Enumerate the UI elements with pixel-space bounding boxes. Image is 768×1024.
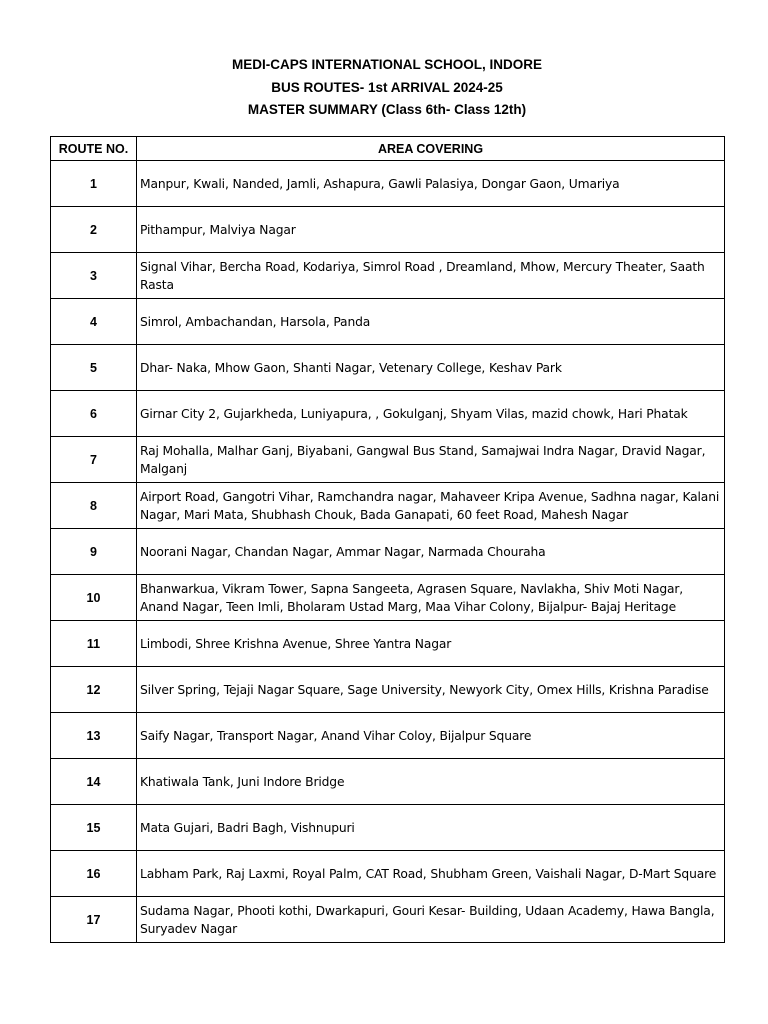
route-number: 17: [51, 897, 137, 943]
route-number: 13: [51, 713, 137, 759]
route-number: 6: [51, 391, 137, 437]
route-number: 2: [51, 207, 137, 253]
bus-routes-table: [50, 136, 725, 943]
route-number: 8: [51, 483, 137, 529]
column-header-area-covering: AREA COVERING: [137, 137, 725, 161]
route-area-covering: Simrol, Ambachandan, Harsola, Panda: [137, 299, 725, 345]
table-header-row: [51, 137, 725, 161]
table-row: [51, 621, 725, 667]
route-area-covering: Khatiwala Tank, Juni Indore Bridge: [137, 759, 725, 805]
route-area-covering: Noorani Nagar, Chandan Nagar, Ammar Nagar, Narmada Chouraha: [137, 529, 725, 575]
route-area-covering: Pithampur, Malviya Nagar: [137, 207, 725, 253]
route-area-covering: Bhanwarkua, Vikram Tower, Sapna Sangeeta, Agrasen Square, Navlakha, Shiv Moti Nagar, Anand Nagar, Teen Imli, Bholaram Ustad Marg, Maa Vihar Colony, Bijalpur- Bajaj Heritage: [137, 575, 725, 621]
table-row: [51, 897, 725, 943]
table-row: [51, 483, 725, 529]
route-area-covering: Saify Nagar, Transport Nagar, Anand Vihar Coloy, Bijalpur Square: [137, 713, 725, 759]
table-row: [51, 207, 725, 253]
table-row: [51, 759, 725, 805]
route-number: 3: [51, 253, 137, 299]
school-name: MEDI-CAPS INTERNATIONAL SCHOOL, INDORE: [231, 57, 542, 72]
route-area-covering: Dhar- Naka, Mhow Gaon, Shanti Nagar, Vetenary College, Keshav Park: [137, 345, 725, 391]
table-row: [51, 529, 725, 575]
table-row: [51, 345, 725, 391]
route-number: 5: [51, 345, 137, 391]
route-number: 12: [51, 667, 137, 713]
route-area-covering: Limbodi, Shree Krishna Avenue, Shree Yantra Nagar: [137, 621, 725, 667]
route-area-covering: Silver Spring, Tejaji Nagar Square, Sage University, Newyork City, Omex Hills, Krishna Paradise: [137, 667, 725, 713]
document-subtitle: MASTER SUMMARY (Class 6th- Class 12th): [247, 102, 527, 117]
route-area-covering: Girnar City 2, Gujarkheda, Luniyapura, , Gokulganj, Shyam Vilas, mazid chowk, Hari Phatak: [137, 391, 725, 437]
route-area-covering: Manpur, Kwali, Nanded, Jamli, Ashapura, Gawli Palasiya, Dongar Gaon, Umariya: [137, 161, 725, 207]
column-header-route-no: ROUTE NO.: [51, 137, 137, 161]
route-number: 15: [51, 805, 137, 851]
route-number: 1: [51, 161, 137, 207]
route-area-covering: Airport Road, Gangotri Vihar, Ramchandra nagar, Mahaveer Kripa Avenue, Sadhna nagar, Kalani Nagar, Mari Mata, Shubhash Chouk, Bada Ganapati, 60 feet Road, Mahesh Nagar: [137, 483, 725, 529]
route-number: 9: [51, 529, 137, 575]
route-area-covering: Mata Gujari, Badri Bagh, Vishnupuri: [137, 805, 725, 851]
table-row: [51, 667, 725, 713]
table-row: [51, 299, 725, 345]
route-number: 14: [51, 759, 137, 805]
route-number: 16: [51, 851, 137, 897]
table-row: [51, 391, 725, 437]
table-row: [51, 253, 725, 299]
route-area-covering: Signal Vihar, Bercha Road, Kodariya, Simrol Road , Dreamland, Mhow, Mercury Theater, Saath Rasta: [137, 253, 725, 299]
table-body: [51, 161, 725, 943]
table-row: [51, 805, 725, 851]
route-number: 11: [51, 621, 137, 667]
route-area-covering: Raj Mohalla, Malhar Ganj, Biyabani, Gangwal Bus Stand, Samajwai Indra Nagar, Dravid Nagar, Malganj: [137, 437, 725, 483]
route-area-covering: Labham Park, Raj Laxmi, Royal Palm, CAT Road, Shubham Green, Vaishali Nagar, D-Mart Square: [137, 851, 725, 897]
document-title: BUS ROUTES- 1st ARRIVAL 2024-25: [271, 79, 503, 95]
table-row: [51, 437, 725, 483]
route-area-covering: Sudama Nagar, Phooti kothi, Dwarkapuri, Gouri Kesar- Building, Udaan Academy, Hawa Bangla, Suryadev Nagar: [137, 897, 725, 943]
table-row: [51, 713, 725, 759]
route-number: 7: [51, 437, 137, 483]
document-header: [0, 54, 768, 122]
table-row: [51, 575, 725, 621]
route-number: 4: [51, 299, 137, 345]
table-row: [51, 851, 725, 897]
table-row: [51, 161, 725, 207]
route-number: 10: [51, 575, 137, 621]
